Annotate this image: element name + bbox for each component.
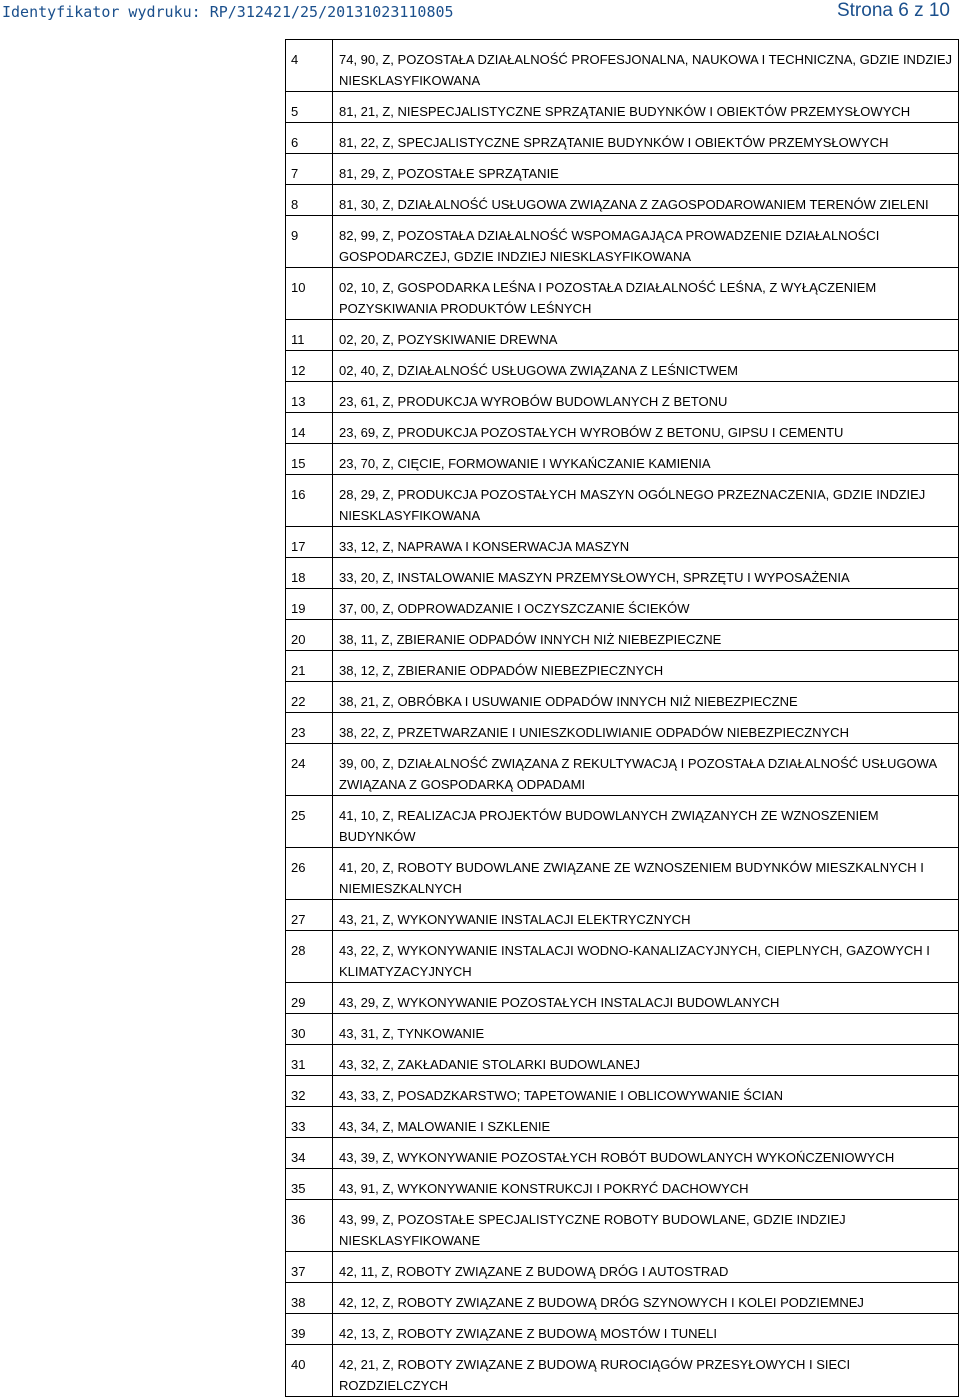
- row-number: 22: [286, 682, 333, 713]
- row-description: 43, 91, Z, WYKONYWANIE KONSTRUKCJI I POKRYĆ DACHOWYCH: [333, 1169, 959, 1200]
- table-row: [286, 620, 959, 651]
- row-number: 23: [286, 713, 333, 744]
- row-number: 33: [286, 1107, 333, 1138]
- row-number: 29: [286, 983, 333, 1014]
- table-row: [286, 320, 959, 351]
- row-description: 23, 70, Z, CIĘCIE, FORMOWANIE I WYKAŃCZANIE KAMIENIA: [333, 444, 959, 475]
- row-description: 38, 22, Z, PRZETWARZANIE I UNIESZKODLIWIANIE ODPADÓW NIEBEZPIECZNYCH: [333, 713, 959, 744]
- row-number: 32: [286, 1076, 333, 1107]
- row-description: 37, 00, Z, ODPROWADZANIE I OCZYSZCZANIE ŚCIEKÓW: [333, 589, 959, 620]
- row-number: 12: [286, 351, 333, 382]
- row-description: 41, 10, Z, REALIZACJA PROJEKTÓW BUDOWLANYCH ZWIĄZANYCH ZE WZNOSZENIEM BUDYNKÓW: [333, 796, 959, 848]
- row-description: 42, 11, Z, ROBOTY ZWIĄZANE Z BUDOWĄ DRÓG I AUTOSTRAD: [333, 1252, 959, 1283]
- table-row: [286, 651, 959, 682]
- row-number: 26: [286, 848, 333, 900]
- row-number: 7: [286, 154, 333, 185]
- row-number: 27: [286, 900, 333, 931]
- table-row: [286, 444, 959, 475]
- row-description: 43, 22, Z, WYKONYWANIE INSTALACJI WODNO-KANALIZACYJNYCH, CIEPLNYCH, GAZOWYCH I KLIMATYZACYJNYCH: [333, 931, 959, 983]
- row-description: 43, 39, Z, WYKONYWANIE POZOSTAŁYCH ROBÓT BUDOWLANYCH WYKOŃCZENIOWYCH: [333, 1138, 959, 1169]
- row-number: 14: [286, 413, 333, 444]
- table-row: [286, 682, 959, 713]
- row-number: 19: [286, 589, 333, 620]
- row-description: 02, 10, Z, GOSPODARKA LEŚNA I POZOSTAŁA DZIAŁALNOŚĆ LEŚNA, Z WYŁĄCZENIEM POZYSKIWANIA PRODUKTÓW LEŚNYCH: [333, 268, 959, 320]
- row-description: 02, 20, Z, POZYSKIWANIE DREWNA: [333, 320, 959, 351]
- table-row: [286, 40, 959, 92]
- table-row: [286, 558, 959, 589]
- table-row: [286, 1283, 959, 1314]
- row-description: 81, 22, Z, SPECJALISTYCZNE SPRZĄTANIE BUDYNKÓW I OBIEKTÓW PRZEMYSŁOWYCH: [333, 123, 959, 154]
- row-description: 43, 29, Z, WYKONYWANIE POZOSTAŁYCH INSTALACJI BUDOWLANYCH: [333, 983, 959, 1014]
- row-number: 25: [286, 796, 333, 848]
- table-row: [286, 983, 959, 1014]
- table-row: [286, 1107, 959, 1138]
- table-row: [286, 1314, 959, 1345]
- table-row: [286, 1138, 959, 1169]
- print-header: [0, 0, 960, 26]
- table-row: [286, 268, 959, 320]
- table-row: [286, 1076, 959, 1107]
- row-number: 21: [286, 651, 333, 682]
- row-number: 36: [286, 1200, 333, 1252]
- row-number: 24: [286, 744, 333, 796]
- row-description: 43, 21, Z, WYKONYWANIE INSTALACJI ELEKTRYCZNYCH: [333, 900, 959, 931]
- row-description: 42, 12, Z, ROBOTY ZWIĄZANE Z BUDOWĄ DRÓG SZYNOWYCH I KOLEI PODZIEMNEJ: [333, 1283, 959, 1314]
- table-row: [286, 154, 959, 185]
- print-identifier: Identyfikator wydruku: RP/312421/25/20131023110805: [2, 3, 454, 21]
- table-row: [286, 1169, 959, 1200]
- row-number: 37: [286, 1252, 333, 1283]
- row-description: 23, 69, Z, PRODUKCJA POZOSTAŁYCH WYROBÓW Z BETONU, GIPSU I CEMENTU: [333, 413, 959, 444]
- row-number: 15: [286, 444, 333, 475]
- row-description: 43, 31, Z, TYNKOWANIE: [333, 1014, 959, 1045]
- page-number: Strona 6 z 10: [836, 0, 950, 21]
- table-row: [286, 796, 959, 848]
- row-description: 42, 13, Z, ROBOTY ZWIĄZANE Z BUDOWĄ MOSTÓW I TUNELI: [333, 1314, 959, 1345]
- table-row: [286, 848, 959, 900]
- table-row: [286, 1200, 959, 1252]
- row-description: 39, 00, Z, DZIAŁALNOŚĆ ZWIĄZANA Z REKULTYWACJĄ I POZOSTAŁA DZIAŁALNOŚĆ USŁUGOWA ZWIĄZANA Z GOSPODARKĄ ODPADAMI: [333, 744, 959, 796]
- table-row: [286, 185, 959, 216]
- table-row: [286, 92, 959, 123]
- row-description: 38, 11, Z, ZBIERANIE ODPADÓW INNYCH NIŻ NIEBEZPIECZNE: [333, 620, 959, 651]
- table-row: [286, 1252, 959, 1283]
- row-description: 41, 20, Z, ROBOTY BUDOWLANE ZWIĄZANE ZE WZNOSZENIEM BUDYNKÓW MIESZKALNYCH I NIEMIESZKALNYCH: [333, 848, 959, 900]
- row-number: 18: [286, 558, 333, 589]
- row-description: 42, 21, Z, ROBOTY ZWIĄZANE Z BUDOWĄ RUROCIĄGÓW PRZESYŁOWYCH I SIECI ROZDZIELCZYCH: [333, 1345, 959, 1397]
- row-number: 9: [286, 216, 333, 268]
- table-row: [286, 1014, 959, 1045]
- row-description: 33, 20, Z, INSTALOWANIE MASZYN PRZEMYSŁOWYCH, SPRZĘTU I WYPOSAŻENIA: [333, 558, 959, 589]
- row-number: 31: [286, 1045, 333, 1076]
- row-number: 5: [286, 92, 333, 123]
- row-number: 40: [286, 1345, 333, 1397]
- table-row: [286, 413, 959, 444]
- table-row: [286, 713, 959, 744]
- row-description: 43, 99, Z, POZOSTAŁE SPECJALISTYCZNE ROBOTY BUDOWLANE, GDZIE INDZIEJ NIESKLASYFIKOWANE: [333, 1200, 959, 1252]
- row-description: 28, 29, Z, PRODUKCJA POZOSTAŁYCH MASZYN OGÓLNEGO PRZEZNACZENIA, GDZIE INDZIEJ NIESKLASYFIKOWANA: [333, 475, 959, 527]
- table-row: [286, 900, 959, 931]
- row-description: 33, 12, Z, NAPRAWA I KONSERWACJA MASZYN: [333, 527, 959, 558]
- table-row: [286, 216, 959, 268]
- row-description: 02, 40, Z, DZIAŁALNOŚĆ USŁUGOWA ZWIĄZANA Z LEŚNICTWEM: [333, 351, 959, 382]
- row-number: 39: [286, 1314, 333, 1345]
- activity-codes-table: [285, 39, 959, 1397]
- row-description: 81, 21, Z, NIESPECJALISTYCZNE SPRZĄTANIE BUDYNKÓW I OBIEKTÓW PRZEMYSŁOWYCH: [333, 92, 959, 123]
- row-number: 10: [286, 268, 333, 320]
- row-description: 82, 99, Z, POZOSTAŁA DZIAŁALNOŚĆ WSPOMAGAJĄCA PROWADZENIE DZIAŁALNOŚCI GOSPODARCZEJ, GDZIE INDZIEJ NIESKLASYFIKOWANA: [333, 216, 959, 268]
- row-number: 4: [286, 40, 333, 92]
- row-number: 13: [286, 382, 333, 413]
- table-row: [286, 475, 959, 527]
- row-description: 43, 32, Z, ZAKŁADANIE STOLARKI BUDOWLANEJ: [333, 1045, 959, 1076]
- row-number: 11: [286, 320, 333, 351]
- table-row: [286, 1045, 959, 1076]
- row-number: 35: [286, 1169, 333, 1200]
- table-row: [286, 527, 959, 558]
- table-row: [286, 931, 959, 983]
- row-number: 20: [286, 620, 333, 651]
- row-number: 28: [286, 931, 333, 983]
- row-description: 23, 61, Z, PRODUKCJA WYROBÓW BUDOWLANYCH Z BETONU: [333, 382, 959, 413]
- row-number: 16: [286, 475, 333, 527]
- table-row: [286, 382, 959, 413]
- row-description: 38, 12, Z, ZBIERANIE ODPADÓW NIEBEZPIECZNYCH: [333, 651, 959, 682]
- row-description: 74, 90, Z, POZOSTAŁA DZIAŁALNOŚĆ PROFESJONALNA, NAUKOWA I TECHNICZNA, GDZIE INDZIEJ NIESKLASYFIKOWANA: [333, 40, 959, 92]
- table-row: [286, 1345, 959, 1397]
- row-description: 43, 33, Z, POSADZKARSTWO; TAPETOWANIE I OBLICOWYWANIE ŚCIAN: [333, 1076, 959, 1107]
- row-description: 81, 30, Z, DZIAŁALNOŚĆ USŁUGOWA ZWIĄZANA Z ZAGOSPODAROWANIEM TERENÓW ZIELENI: [333, 185, 959, 216]
- table-row: [286, 351, 959, 382]
- table-row: [286, 744, 959, 796]
- row-number: 34: [286, 1138, 333, 1169]
- row-description: 38, 21, Z, OBRÓBKA I USUWANIE ODPADÓW INNYCH NIŻ NIEBEZPIECZNE: [333, 682, 959, 713]
- row-description: 43, 34, Z, MALOWANIE I SZKLENIE: [333, 1107, 959, 1138]
- row-description: 81, 29, Z, POZOSTAŁE SPRZĄTANIE: [333, 154, 959, 185]
- table-row: [286, 589, 959, 620]
- table-row: [286, 123, 959, 154]
- row-number: 38: [286, 1283, 333, 1314]
- row-number: 8: [286, 185, 333, 216]
- row-number: 6: [286, 123, 333, 154]
- row-number: 17: [286, 527, 333, 558]
- row-number: 30: [286, 1014, 333, 1045]
